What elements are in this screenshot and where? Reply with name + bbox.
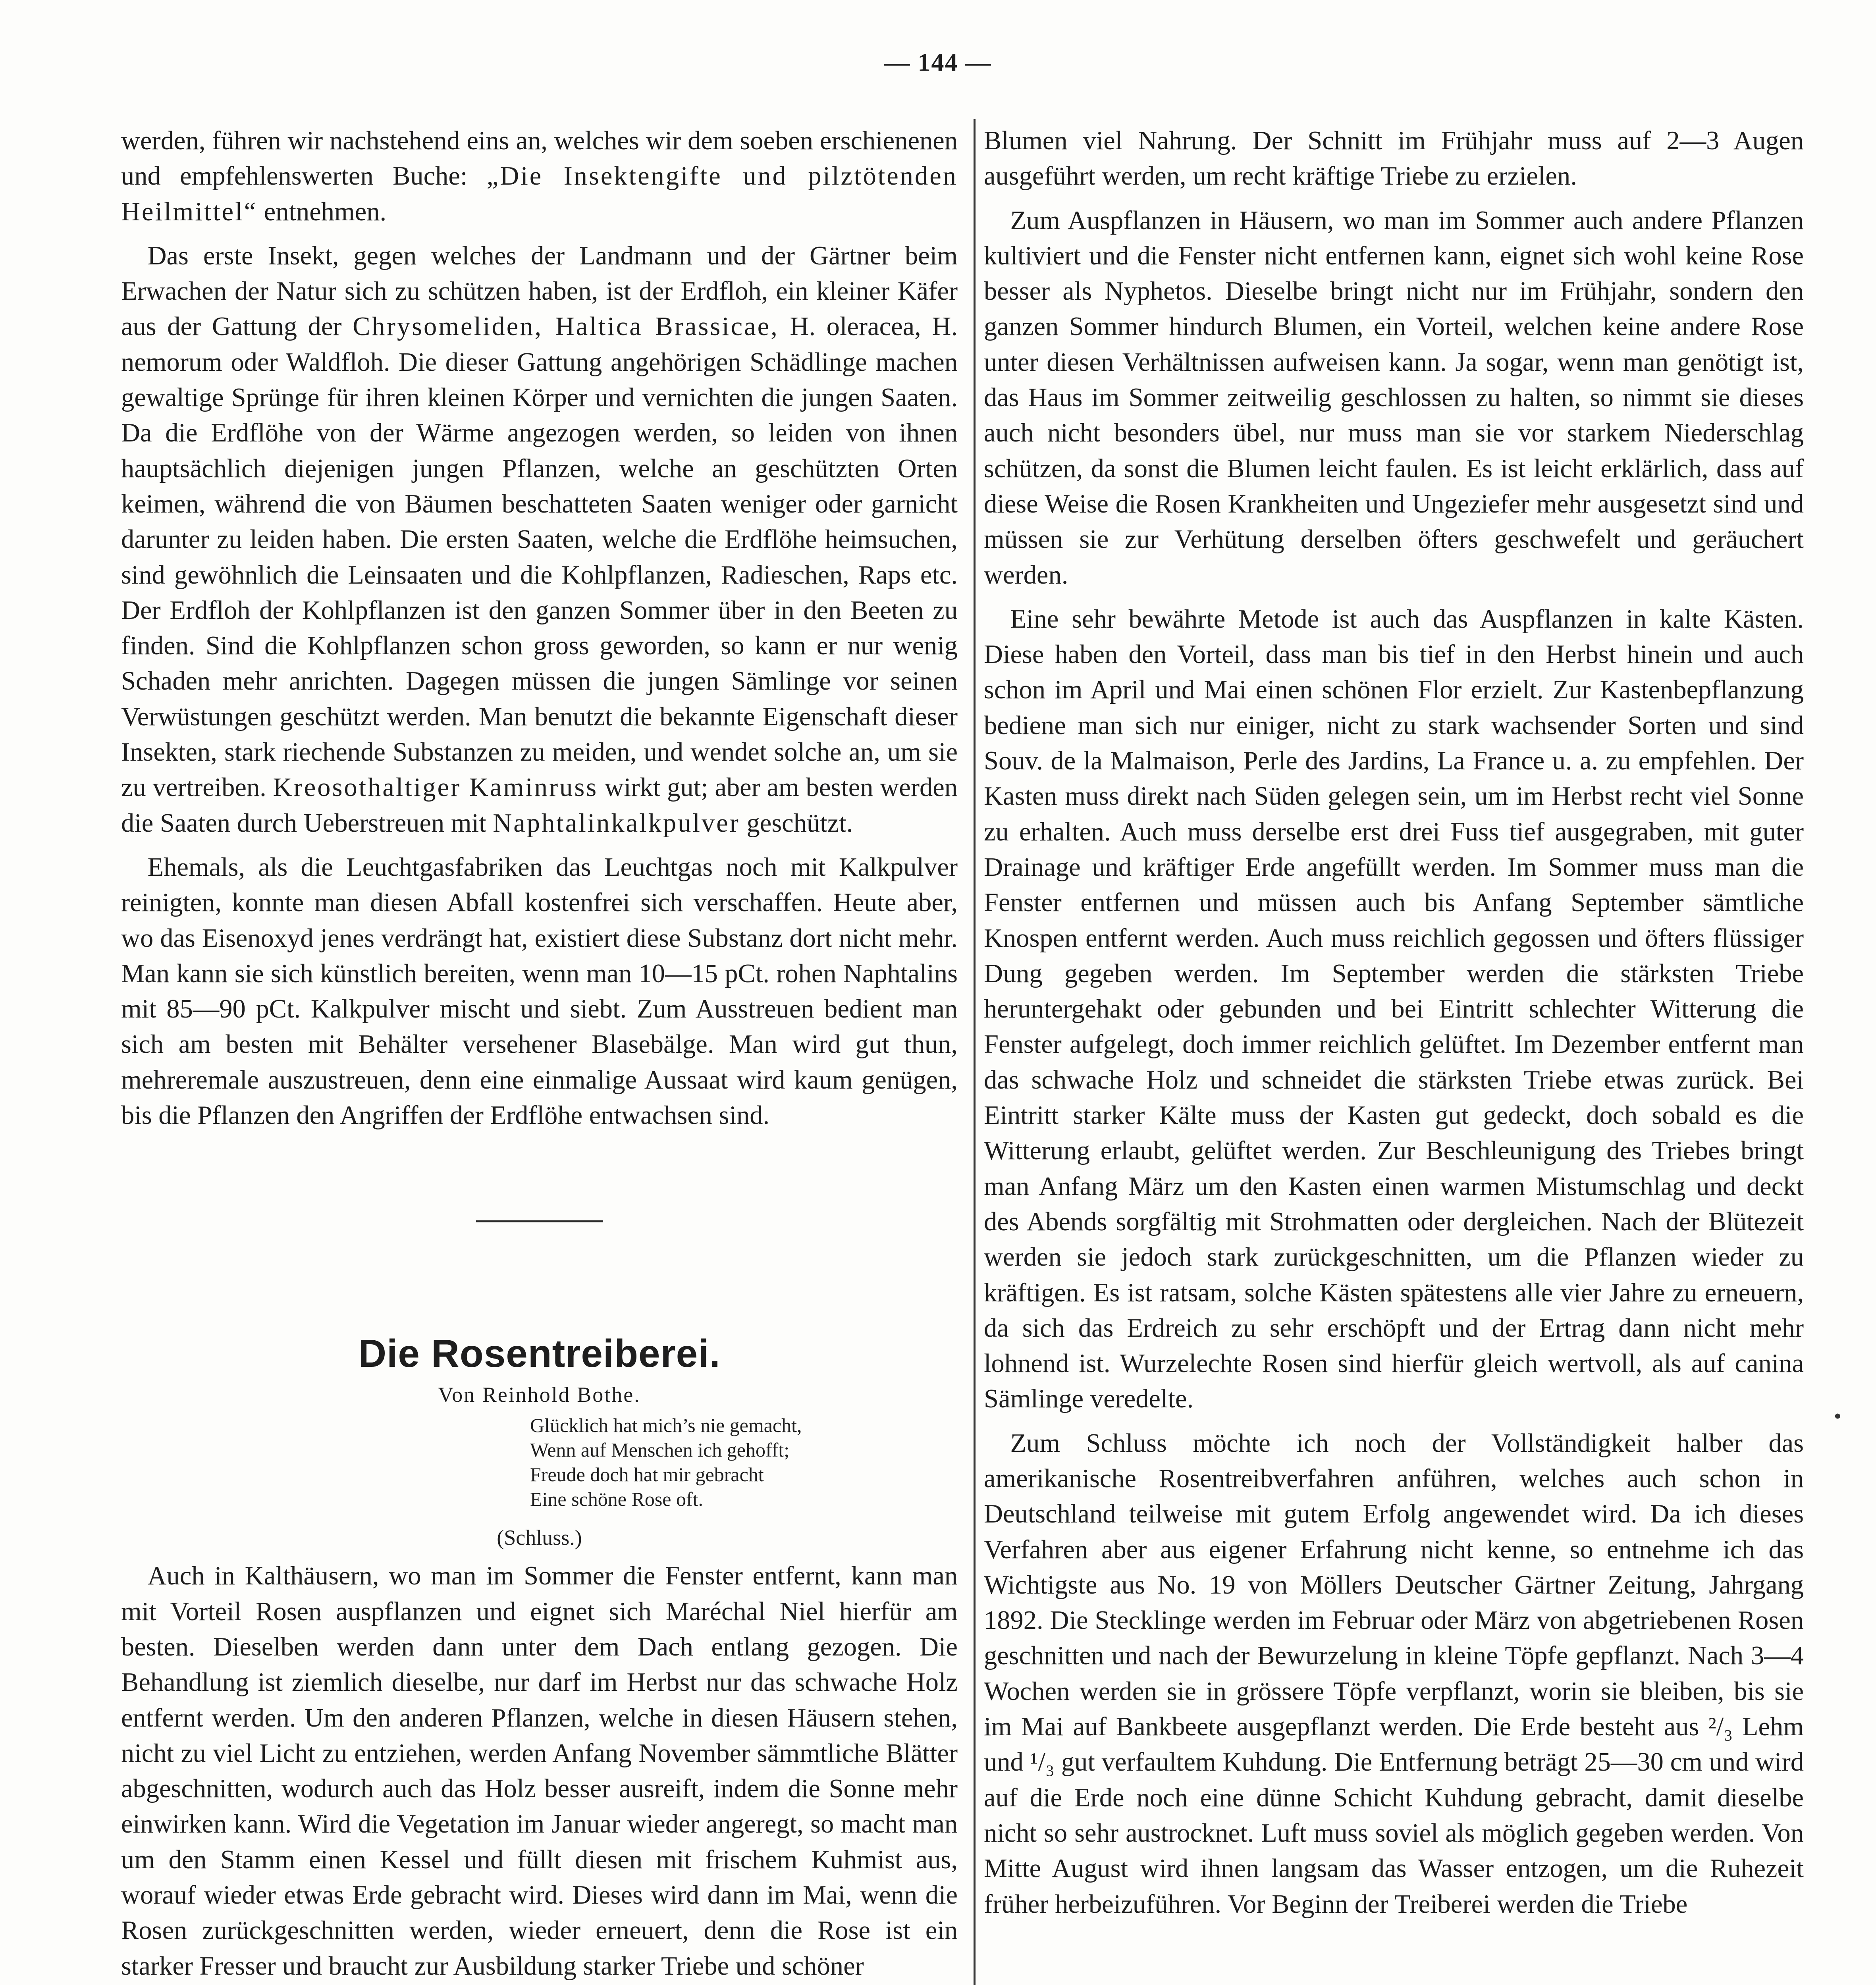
paragraph-nyphetos bbox=[984, 203, 1804, 593]
article-title: Die Rosentreiberei. bbox=[358, 1332, 721, 1376]
text-run: werden, führen wir nachstehend eins an, welches wir dem soeben erschienenen und empfehlenswerten Buche: bbox=[121, 126, 958, 191]
epigraph-verse bbox=[530, 1413, 958, 1511]
paragraph-amerikanisch bbox=[984, 1426, 1804, 1922]
verse-line: Eine schöne Rose oft. bbox=[530, 1488, 704, 1511]
text-run: Zum Schluss möchte ich noch der Vollständigkeit halber das amerikanische Rosentreibverfahren anführen, welches auch schon in Deutschland teilweise mit gutem Erfolg angewendet wird. Da ich dieses Verfahren aber aus eigener Erfahrung nicht kenne, so entnehme ich das Wichtigste aus No. 19 von Möllers Deutscher Gärtner Zeitung, Jahrgang 1892. Die Stecklinge werden im Februar oder März von abgetriebenen Rosen geschnitten und nach der Bewurzelung in kleine Töpfe gepflanzt. Nach 3—4 Wochen werden sie in grössere Töpfe verpflanzt, worin sie bleiben, bis sie im Mai auf Bankbeete ausgepflanzt werden. Die Erde besteht aus ²/₃ Lehm und ¹/₃ gut verfaultem Kuhdung. Die Entfernung beträgt 25—30 cm und wird auf die Erde noch eine dünne Schicht Kuhdung gebracht, damit dieselbe nicht so sehr austrocknet. Luft muss soviel als möglich gegeben werden. Von Mitte August wird ihnen langsam das Wasser entzogen, um die Ruhezeit früher herbeizuführen. Vor Beginn der Treiberei werden die Triebe bbox=[984, 1428, 1804, 1919]
right-column bbox=[984, 123, 1804, 1922]
left-column bbox=[121, 123, 958, 1984]
verse-line: Freude doch hat mir gebracht bbox=[530, 1463, 764, 1486]
text-run: Blumen viel Nahrung. Der Schnitt im Frühjahr muss auf 2—3 Augen ausgeführt werden, um recht kräftige Triebe zu erzielen. bbox=[984, 126, 1804, 191]
text-run: wirkt gut; aber am besten werden die Saaten durch Ueberstreuen mit bbox=[121, 773, 958, 838]
paragraph-kalthaeuser bbox=[121, 1558, 958, 1984]
paragraph-kalkpulver bbox=[121, 850, 958, 1133]
paragraph-erdfloh bbox=[121, 238, 958, 841]
paragraph-nahrung bbox=[984, 123, 1804, 194]
paragraph-kalte-kaesten bbox=[984, 601, 1804, 1417]
text-run: Zum Auspflanzen in Häusern, wo man im Sommer auch andere Pflanzen kultiviert und die Fenster nicht entfernen kann, eignet sich wohl keine Rose besser als Nyphetos. Dieselbe bringt nicht nur im Frühjahr, sondern den ganzen Sommer hindurch Blumen, ein Vorteil, welchen keine andere Rose unter diesen Verhältnissen aufweisen kann. Ja sogar, wenn man genötigt ist, das Haus im Sommer zeitweilig geschlossen zu halten, so nimmt sie dieses auch nicht besonders übel, nur muss man sie vor starkem Niederschlag schützen, da sonst die Blumen leicht faulen. Es ist leicht erklärlich, dass auf diese Weise die Rosen Krankheiten und Ungeziefer mehr ausgesetzt sind und müssen sie zur Verhütung derselben öfters geschwefelt und geräuchert werden. bbox=[984, 206, 1804, 590]
text-run: Auch in Kalthäusern, wo man im Sommer die Fenster entfernt, kann man mit Vorteil Rosen auspflanzen und eignet sich Maréchal Niel hierfür am besten. Dieselben werden dann unter dem Dach entlang gezogen. Die Behandlung ist ziemlich dieselbe, nur darf im Herbst nur das schwache Holz entfernt werden. Um den anderen Pflanzen, welche in diesen Häusern stehen, nicht zu viel Licht zu entziehen, werden Anfang November sämmtliche Blätter abgeschnitten, wodurch auch das Holz besser ausreift, indem die Sonne mehr einwirken kann. Wird die Vegetation im Januar wieder angeregt, so macht man um den Stamm einen Kessel und füllt diesen mit frischem Kuhmist aus, worauf wieder etwas Erde gebracht wird. Dieses wird dann im Mai, wenn die Rosen zurückgeschnitten werden, wieder erneuert, denn die Rose ist ein starker Fresser und braucht zur Ausbildung starker Triebe und schöner bbox=[121, 1561, 958, 1981]
section-divider bbox=[476, 1220, 603, 1222]
page-number: — 144 — bbox=[884, 48, 992, 76]
remedy-kaminruss: Kreosothaltiger Kaminruss bbox=[273, 773, 598, 802]
species-names: Chrysomeliden, Haltica Brassicae, bbox=[353, 312, 779, 341]
text-run: geschützt. bbox=[740, 808, 853, 838]
remedy-naphtalinkalk: Naphtalinkalkpulver bbox=[493, 808, 740, 838]
column-divider bbox=[974, 119, 976, 1985]
verse-line: Glücklich hat mich’s nie gemacht, bbox=[530, 1414, 802, 1437]
text-run: entnehmen. bbox=[257, 197, 387, 226]
article-byline: Von Reinhold Bothe. bbox=[438, 1383, 641, 1407]
continuation-note: (Schluss.) bbox=[497, 1526, 582, 1550]
book-title: „Die Insektengifte und pilztötenden Heilmittel“ bbox=[121, 162, 958, 226]
text-run: Ehemals, als die Leuchtgasfabriken das Leuchtgas noch mit Kalkpulver reinigten, konnte man diesen Abfall kostenfrei sich verschaffen. Heute aber, wo das Eisenoxyd jenes verdrängt hat, existiert diese Substanz dort nicht mehr. Man kann sie sich künstlich bereiten, wenn man 10—15 pCt. rohen Naphtalins mit 85—90 pCt. Kalkpulver mischt und siebt. Zum Ausstreuen bedient man sich am besten mit Behälter versehener Blasebälge. Man wird gut thun, mehreremale auszustreuen, denn eine einmalige Aussaat wird kaum genügen, bis die Pflanzen den Angriffen der Erdflöhe entwachsen sind. bbox=[121, 852, 958, 1130]
paragraph-book-intro bbox=[121, 123, 958, 229]
text-run: Das erste Insekt, gegen welches der Landmann und der Gärtner beim Erwachen der Natur sich zu schützen haben, ist der Erdfloh, ein kleiner Käfer aus der Gattung der bbox=[121, 241, 958, 341]
text-run: H. oleracea, H. nemorum oder Waldfloh. Die dieser Gattung angehörigen Schädlinge machen gewaltige Sprünge für ihren kleinen Körper und vernichten die jungen Saaten. Da die Erdflöhe von der Wärme angezogen werden, so leiden von ihnen hauptsächlich diejenigen jungen Pflanzen, welche an geschützten Orten keimen, während die von Bäumen beschatteten Saaten weniger oder garnicht darunter zu leiden haben. Die ersten Saaten, welche die Erdflöhe heimsuchen, sind gewöhnlich die Leinsaaten und die Kohlpflanzen, Radieschen, Raps etc. Der Erdfloh der Kohlpflanzen ist den ganzen Sommer über in den Beeten zu finden. Sind die Kohlpflanzen schon gross geworden, so kann er nur wenig Schaden mehr anrichten. Dagegen müssen die jungen Sämlinge vor seinen Verwüstungen geschützt werden. Man benutzt die bekannte Eigenschaft dieser Insekten, stark riechende Substanzen zu meiden, und wendet solche an, um sie zu vertreiben. bbox=[121, 312, 958, 802]
text-run: Eine sehr bewährte Metode ist auch das Auspflanzen in kalte Kästen. Diese haben den Vorteil, dass man bis tief in den Herbst hinein und auch schon im April und Mai einen schönen Flor erzielt. Zur Kastenbepflanzung bediene man sich nur einiger, nicht zu stark wachsender Sorten und sind Souv. de la Malmaison, Perle des Jardins, La France u. a. zu empfehlen. Der Kasten muss direkt nach Süden gelegen sein, um im Herbst recht viel Sonne zu erhalten. Auch muss derselbe erst drei Fuss tief ausgegraben, mit guter Drainage und kräftiger Erde angefüllt werden. Im Sommer muss man die Fenster entfernen und müssen auch bis Anfang September sämtliche Knospen entfernt werden. Auch muss reichlich gegossen und öfters flüssiger Dung gegeben werden. Im September werden die stärksten Triebe heruntergehakt oder gebunden und bei Eintritt schlechter Witterung die Fenster aufgelegt, doch immer reichlich gelüftet. Im Dezember entfernt man das schwache Holz und schneidet die stärksten Triebe etwas zurück. Bei Eintritt starker Kälte muss der Kasten gut gedeckt, doch sobald es die Witterung erlaubt, gelüftet werden. Zur Beschleunigung des Triebes bringt man Anfang März um den Kasten einen warmen Mistumschlag und deckt des Abends sorgfältig mit Strohmatten oder dergleichen. Nach der Blütezeit werden sie jedoch stark zurückgeschnitten, um die Pflanzen wieder zu kräftigen. Es ist ratsam, solche Kästen spätestens alle vier Jahre zu erneuern, da sich das Erdreich zu sehr erschöpft und der Ertrag dann nicht mehr lohnend ist. Wurzelechte Rosen sind hierfür gleich wertvoll, als auf canina Sämlinge veredelte. bbox=[984, 604, 1804, 1414]
verse-line: Wenn auf Menschen ich gehofft; bbox=[530, 1439, 790, 1461]
margin-mark: • bbox=[1834, 1406, 1841, 1427]
